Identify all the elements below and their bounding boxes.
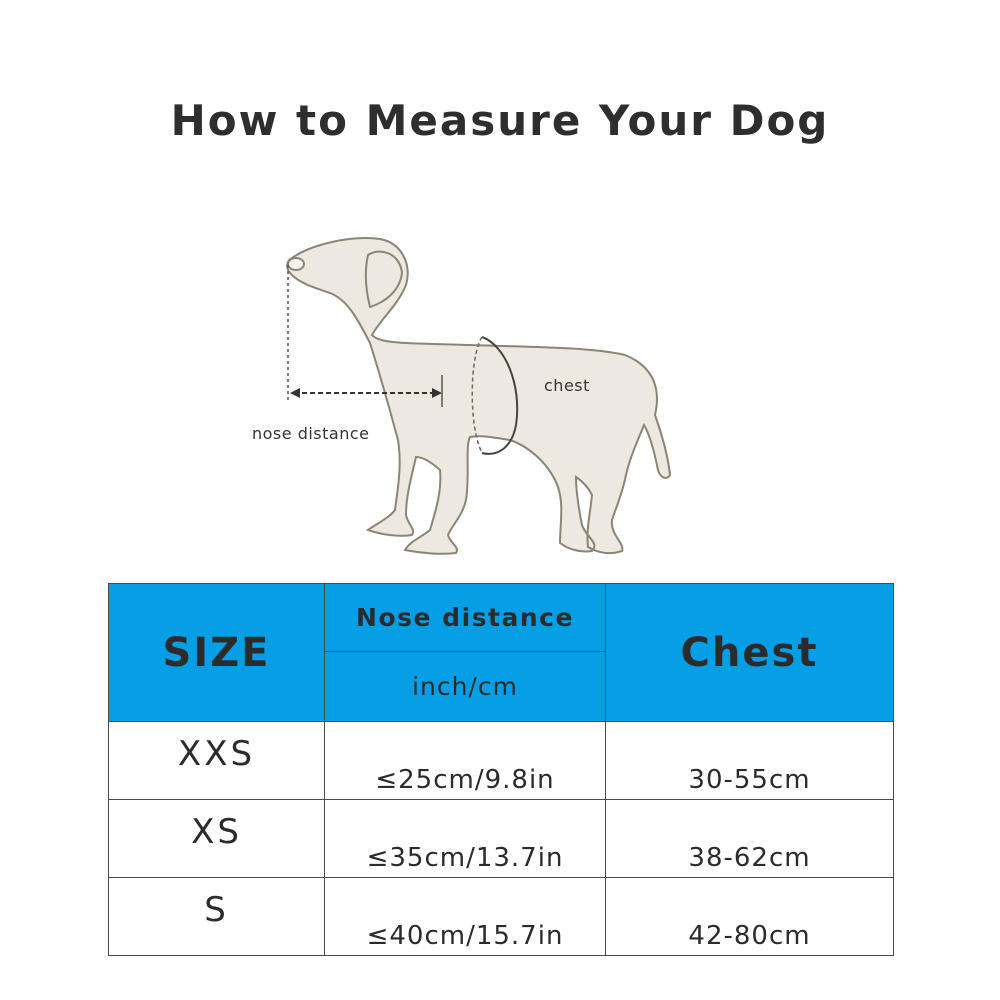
size-cell: XS bbox=[109, 800, 325, 878]
size-cell: XXS bbox=[109, 722, 325, 800]
size-cell: S bbox=[109, 878, 325, 956]
table-header-row bbox=[109, 584, 894, 652]
header-nose-distance: Nose distance bbox=[325, 584, 606, 652]
table-row bbox=[109, 722, 894, 800]
chest-cell: 42-80cm bbox=[606, 878, 894, 956]
chest-label: chest bbox=[544, 376, 590, 395]
dog-nose bbox=[288, 258, 304, 270]
header-chest: Chest bbox=[606, 584, 894, 722]
nose-cell: ≤35cm/13.7in bbox=[325, 800, 606, 878]
nose-cell: ≤25cm/9.8in bbox=[325, 722, 606, 800]
table-row bbox=[109, 800, 894, 878]
dog-illustration bbox=[230, 225, 690, 570]
chest-cell: 30-55cm bbox=[606, 722, 894, 800]
page-title: How to Measure Your Dog bbox=[170, 96, 830, 145]
chest-cell: 38-62cm bbox=[606, 800, 894, 878]
size-chart-table bbox=[108, 583, 894, 956]
header-size: SIZE bbox=[109, 584, 325, 722]
nose-distance-label: nose distance bbox=[252, 424, 370, 443]
arrow-head-left bbox=[290, 388, 300, 398]
table-row bbox=[109, 878, 894, 956]
dog-measurement-figure bbox=[230, 225, 690, 570]
header-unit: inch/cm bbox=[325, 652, 606, 722]
dog-silhouette bbox=[287, 238, 670, 554]
nose-cell: ≤40cm/15.7in bbox=[325, 878, 606, 956]
